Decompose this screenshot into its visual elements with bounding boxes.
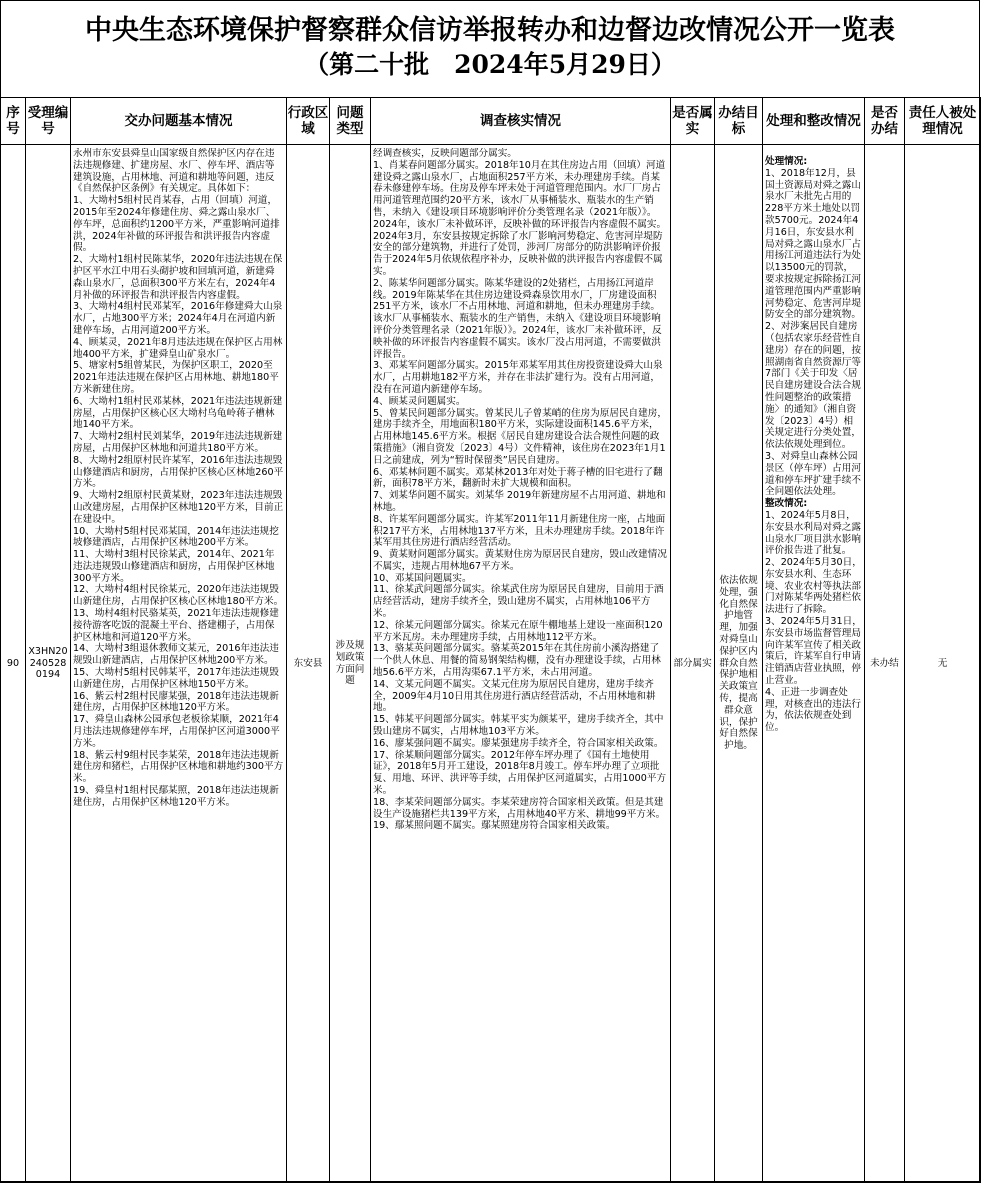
header-closed: 是否办结 (865, 98, 905, 145)
investigation-item: 13、骆某英问题部分属实。骆某英2015年在其住房前小溪沟搭建了一个供人休息、用餐的简易钢架结构棚，没有办理建设手续，占用林地56.6平方米，占用沟渠67.1平方米，未占用河道。 (373, 643, 661, 679)
investigation-item: 3、邓某军问题部分属实。2015年邓某军用其住房投资建设舜大山泉水厂，占用耕地182平方米，并存在非法扩建行为。没有占用河道，没有在河道内新建停车场。 (373, 360, 663, 395)
header-type: 问题类型 (330, 98, 371, 145)
investigation-item: 12、徐某元问题部分属实。徐某元在原牛棚地基上建设一座面积120平方米瓦房。未办理建房手续，占用林地112平方米。 (373, 619, 663, 643)
problem-item: 5、塘家村5组曾某民，为保护区职工，2020至2021年违法违规在保护区占用林地、耕地180平方米新建住房。 (73, 360, 279, 395)
rectification-item: 4、正进一步调查处理，对核查出的违法行为，依法依规查处到位。 (765, 686, 861, 734)
cell-region: 东安县 (287, 145, 330, 1183)
investigation-item: 19、鄢某照问题不属实。鄢某照建房符合国家相关政策。 (373, 820, 616, 832)
problem-item: 2、大坳村1组村民陈某华，2020年违法违规在保护区平水江中用石头砌护坡和回填河道，新建舜森山泉水厂，总面积300平方米左右，2024年4月补做的环评报告和洪评报告内容虚假。 (73, 254, 283, 301)
investigation-item: 10、邓某国问题属实。 (373, 572, 472, 584)
problem-item: 3、大坳村4组村民邓某军，2016年修建舜大山泉水厂，占地300平方米；2024年4月在河道内新建停车场，占用河道200平方米。 (73, 301, 283, 336)
investigation-item: 16、廖某强问题不属实。廖某强建房手续齐全，符合国家相关政策。 (373, 737, 664, 749)
header-problem: 交办问题基本情况 (71, 98, 287, 145)
header-id: 受理编号 (26, 98, 71, 145)
handling-section1-list (765, 168, 862, 498)
handling-item: 3、对舜皇山森林公园景区（停车坪）占用河道和停车坪扩建手续不全问题依法处理。 (765, 450, 861, 498)
problem-item: 1、大坳村5组村民肖某春，占用（回填）河道，2015年至2024年修建住房、舜之露山泉水厂、停车坪，总面积约1200平方米，严重影响河道排洪，2024年补做的环评报告和洪评报告内容虚假。 (73, 195, 280, 254)
problem-list (73, 148, 284, 1182)
cell-seq: 90 (1, 145, 26, 1183)
cell-handling (763, 145, 865, 1183)
investigation-item: 14、文某元问题不属实。文某元住房为原居民自建房，建房手续齐全，2009年4月10日用其住房进行酒店经营活动，不占用林地和耕地。 (373, 678, 656, 714)
cell-accountability: 无 (905, 145, 981, 1183)
header-seq: 序号 (1, 98, 26, 145)
problem-item: 16、紫云村2组村民廖某强，2018年违法违规新建住房，占用保护区林地120平方米。 (73, 690, 279, 714)
title-line-1: 中央生态环境保护督察群众信访举报转办和边督边改情况公开一览表 (85, 15, 895, 46)
problem-item: 17、舜皇山森林公园承包老板徐某顺，2021年4月违法违规修建停车坪，占用保护区河道3000平方米。 (73, 714, 280, 749)
title-line-2: （第二十批 2024年5月29日） (304, 50, 676, 79)
cell-verified: 部分属实 (671, 145, 715, 1183)
handling-item: 2、对涉案居民自建房（包括农家乐经营性自建房）存在的问题，按照湖南省自然资源厅等7部门《关于印发〈居民自建房建设合法合规性问题整治的政策措施〉的通知》（湘自资发〔2023〕4号）相关规定进行分类处置，依法依规处理到位。 (765, 321, 861, 451)
investigation-item: 7、刘某华问题不属实。刘某华 2019年新建房屋不占用河道、耕地和林地。 (373, 490, 666, 513)
investigation-item: 1、肖某春问题部分属实。2018年10月在其住房边占用（回填）河道建设舜之露山泉水厂，占地面积257平方米，未办理建房手续。肖某春未修建停车场。住房及停车坪未处于河道管理范围内。水厂厂房占用河道管理范围约20平方米，该水厂从事桶装水、瓶装水的生产销售，未纳入《建设项目环境影响评价分类管理名录（2021年版）》。2024年，该水厂未补做环评，反映补做的环评报告内容虚假不属实。2024年3月，东安县按规定拆除了水厂影响河势稳定、危害河岸堤防安全的部分建筑物，并进行了处罚，涉河厂房部分的防洪影响评价报告于2024年5月依规依程序补办，反映补做的洪评报告内容虚假不属实。 (373, 159, 667, 277)
problem-item: 14、大坳村3组退休教师文某元，2016年违法违规毁山新建酒店，占用保护区林地200平方米。 (73, 643, 279, 667)
investigation-item: 4、顾某灵问题属实。 (373, 395, 466, 407)
header-investigation: 调查核实情况 (371, 98, 671, 145)
investigation-item: 9、黄某财问题部分属实。黄某财住房为原居民自建房，毁山改建情况不属实，违规占用林地67平方米。 (373, 549, 667, 572)
investigation-item: 8、许某军问题部分属实。许某军2011年11月新建住房一座，占地面积217平方米，占用林地137平方米，且未办理建房手续。2018年许某军用其住房进行酒店经营活动。 (373, 513, 666, 549)
investigation-item: 17、徐某顺问题部分属实。2012年停车坪办理了《国有土地使用证》，2018年5月开工建设，2018年8月竣工。停车坪办理了立项批复、用地、环评、洪评等手续，占用保护区河道属实，占用1000平方米。 (373, 749, 667, 797)
investigation-item: 15、韩某平问题部分属实。韩某平实为颜某平，建房手续齐全，其中毁山建房不属实，占用林地103平方米。 (373, 714, 664, 738)
header-verified: 是否属实 (671, 98, 715, 145)
investigation-list (373, 148, 668, 1182)
investigation-item: 2、陈某华问题部分属实。陈某华建设的2处猪栏，占用扬江河道岸线。2019年陈某华在其住房边建设舜森泉饮用水厂，厂房建设面积251平方米，该水厂不占用林地、河道和耕地，但未办理建房手续。该水厂从事桶装水、瓶装水的生产销售，未纳入《建设项目环境影响评价分类管理名录（2021年版）》。2024年，该水厂未补做环评，反映补做的环评报告内容虚假不属实。该水厂没占用河道，不需要做洪评报告。 (373, 277, 662, 360)
report-table (0, 97, 981, 1183)
problem-item: 4、顾某灵，2021年8月违法违规在保护区占用林地400平方米，扩建舜皇山矿泉水厂。 (73, 336, 283, 360)
problem-item: 8、大坳村2组原村民许某军，2016年违法违规毁山修建酒店和厨房，占用保护区核心区林地260平方米。 (73, 454, 284, 490)
cell-type: 涉及规划政策方面问题 (330, 145, 371, 1183)
rectification-item: 1、2024年5月8日，东安县水利局对舜之露山泉水厂项目洪水影响评价报告进了批复。 (765, 509, 861, 557)
handling-item: 1、2018年12月，县国土资源局对舜之露山泉水厂未批先占用的228平方米土地处以罚款5700元。2024年4月16日，东安县水利局对舜之露山泉水厂占用扬江河道违法行为处以13500元的罚款，要求按规定拆除扬江河道管理范围内严重影响河势稳定、危害河岸堤防安全的部分建筑物。 (765, 167, 861, 321)
table-row (1, 145, 981, 1183)
cell-investigation (371, 145, 671, 1183)
cell-closed: 未办结 (865, 145, 905, 1183)
rectification-item: 2、2024年5月30日，东安县水利、生态环境、农业农村等执法部门对陈某华两处猪栏依法进行了拆除。 (765, 557, 862, 616)
header-accountability: 责任人被处理情况 (905, 98, 981, 145)
cell-goal: 依法依规处理，强化自然保护地管理，加强对舜皇山保护区内群众自然保护地相关政策宣传，提高群众意识，保护好自然保护地。 (715, 145, 763, 1183)
problem-item: 13、坳村4组村民骆某英，2021年违法违规修建接待游客吃饭的混凝土平台、搭建棚子，占用保护区林地和河道120平方米。 (73, 608, 279, 643)
problem-item: 15、大坳村5组村民韩某平，2017年违法违规毁山新建住房，占用保护区林地150平方米。 (73, 667, 279, 690)
investigation-item: 经调查核实，反映问题部分属实。 (373, 148, 517, 159)
header-row (1, 98, 981, 145)
investigation-item: 6、邓某林问题不属实。邓某林2013年对处于蒋子槽的旧宅进行了翻新，面积78平方米，翻新时未扩大规模和面积。 (373, 466, 663, 490)
document-title (1, 1, 979, 98)
problem-item: 9、大坳村2组原村民黄某财，2023年违法违规毁山改建房屋，占用保护区林地120平方米，目前正在建设中。 (73, 490, 284, 525)
header-handling: 处理和整改情况 (763, 98, 865, 145)
problem-item: 12、大坳村4组村民徐某元，2020年违法违规毁山新建住房，占用保护区核心区林地180平方米。 (73, 584, 284, 608)
handling-section2-title: 整改情况: (765, 498, 808, 510)
header-goal: 办结目标 (715, 98, 763, 145)
investigation-item: 5、曾某民问题部分属实。曾某民儿子曾某峭的住房为原居民自建房，建房手续齐全，用地面积180平方米，实际建设面积145.6平方米，占用林地145.6平方米。根据《居民自建房建设合法合规性问题的政策措施》（湘自资发〔2023〕4号）文件精神，该住房在2023年1月1日之前建成，列为“暂时保留类”居民自建房。 (373, 407, 667, 466)
handling-section2-list (765, 510, 862, 734)
header-region: 行政区域 (287, 98, 330, 145)
problem-item: 10、大坳村5组村民邓某国，2014年违法违规挖坡修建酒店，占用保护区林地200平方米。 (73, 525, 279, 549)
cell-id: X3HN202405280194 (26, 145, 71, 1183)
cell-problem (71, 145, 287, 1183)
handling-section1-title: 处理情况: (765, 156, 808, 167)
problem-item: 18、紫云村9组村民李某荣，2018年违法违规新建住房和猪栏，占用保护区林地和耕地约300平方米。 (73, 749, 284, 785)
problem-item: 11、大坳村3组村民徐某武，2014年、2021年违法违规毁山修建酒店和厨房，占用保护区林地300平方米。 (73, 549, 275, 584)
problem-item: 7、大坳村2组村民刘某华，2019年违法违规新建房屋，占用保护区林地和河道共180平方米。 (73, 431, 283, 454)
problem-item: 6、大坳村1组村民邓某林，2021年违法违规新建房屋，占用保护区核心区大坳村乌龟岭蒋子槽林地140平方米。 (73, 395, 283, 431)
problem-item: 永州市东安县舜皇山国家级自然保护区内存在违法违规修建、扩建房屋、水厂、停车坪、酒店等建筑设施，占用林地、河道和耕地等问题，违反《自然保护区条例》有关规定。具体如下： (73, 148, 275, 195)
investigation-item: 18、李某荣问题部分属实。李某荣建房符合国家相关政策。但是其建设生产设施猪栏共139平方米，占用林地40平方米、耕地99平方米。 (373, 796, 666, 820)
problem-item: 19、舜皇村1组村民鄢某照，2018年违法违规新建住房，占用保护区林地120平方米。 (73, 785, 279, 808)
investigation-item: 11、徐某武问题部分属实。徐某武住房为原居民自建房，目前用于酒店经营活动，建房手续齐全，毁山建房不属实，占用林地106平方米。 (373, 584, 664, 620)
rectification-item: 3、2024年5月31日，东安县市场监督管理局向许某军宣传了相关政策后，许某军自行申请注销酒店营业执照，停止营业。 (765, 616, 862, 687)
